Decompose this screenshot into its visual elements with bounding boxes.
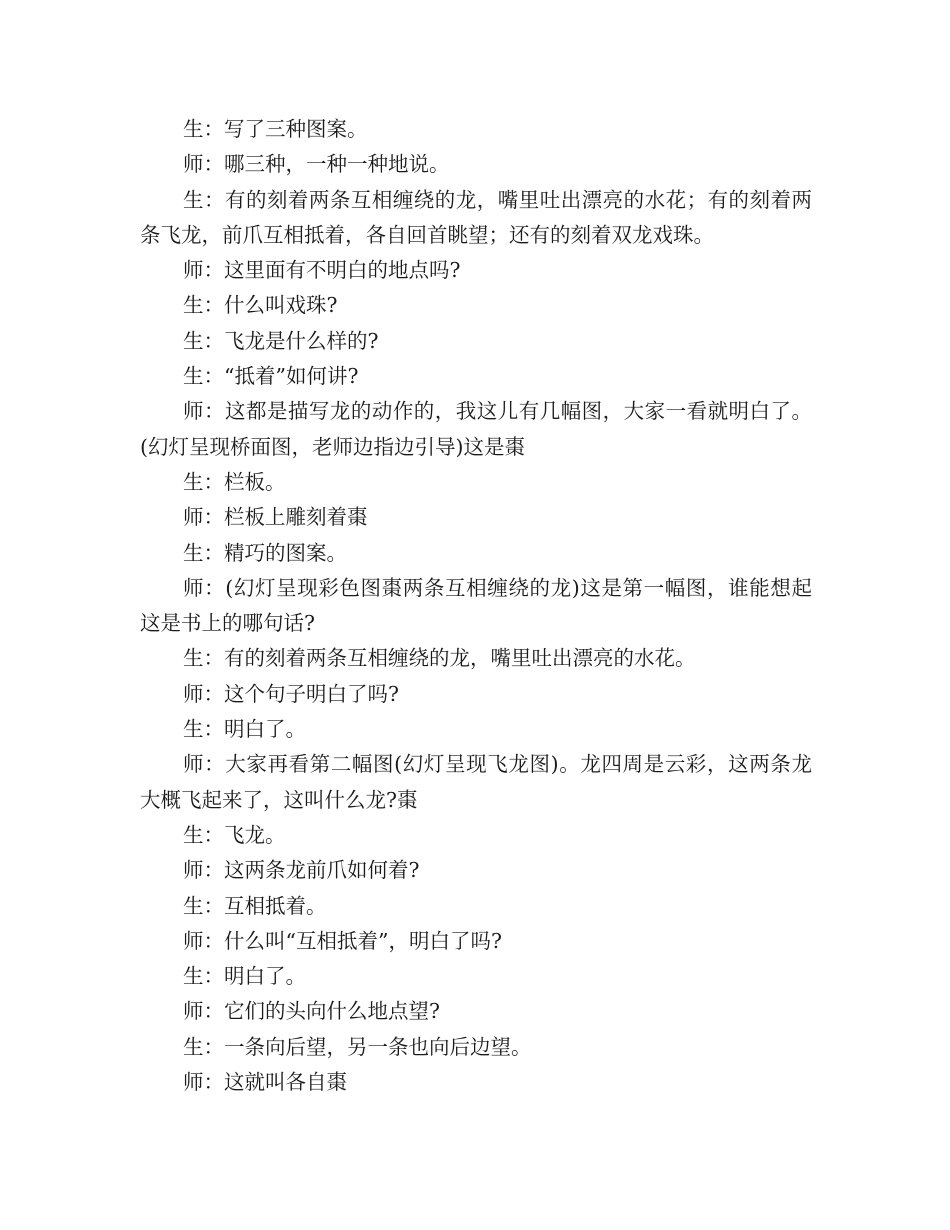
paragraph-1: 生：写了三种图案。 xyxy=(183,117,368,141)
dialogue-text xyxy=(140,112,812,1100)
paragraph-8: 师：这都是描写龙的动作的，我这儿有几幅图，大家一看就明白了。(幻灯呈现桥面图，老师边指边引导)这是棗 xyxy=(140,399,812,459)
paragraph-21: 生：明白了。 xyxy=(183,964,306,989)
paragraph-5: 生：什么叫戏珠? xyxy=(183,293,338,318)
paragraph-11: 生：精巧的图案。 xyxy=(183,540,347,565)
paragraph-19: 生：互相抵着。 xyxy=(183,893,327,918)
paragraph-23: 生：一条向后望，另一条也向后边望。 xyxy=(183,1034,532,1059)
paragraph-18: 师：这两条龙前爪如何着? xyxy=(183,858,420,883)
paragraph-6: 生：飞龙是什么样的? xyxy=(183,328,379,353)
paragraph-2: 师：哪三种，一种一种地说。 xyxy=(183,152,450,177)
paragraph-10: 师：栏板上雕刻着棗 xyxy=(183,505,368,530)
paragraph-16: 师：大家再看第二幅图(幻灯呈现飞龙图)。龙四周是云彩，这两条龙大概飞起来了，这叫什么龙?棗 xyxy=(140,752,812,812)
paragraph-14: 师：这个句子明白了吗? xyxy=(183,681,399,706)
paragraph-4: 师：这里面有不明白的地点吗? xyxy=(183,258,461,283)
paragraph-13: 生：有的刻着两条互相缠绕的龙，嘴里吐出漂亮的水花。 xyxy=(183,646,696,671)
paragraph-22: 师：它们的头向什么地点望? xyxy=(183,999,440,1024)
paragraph-3: 生：有的刻着两条互相缠绕的龙，嘴里吐出漂亮的水花；有的刻着两条飞龙，前爪互相抵着，各自回首眺望；还有的刻着双龙戏珠。 xyxy=(140,187,812,247)
paragraph-17: 生：飞龙。 xyxy=(183,822,286,847)
paragraph-15: 生：明白了。 xyxy=(183,717,306,742)
paragraph-12: 师：(幻灯呈现彩色图棗两条互相缠绕的龙)这是第一幅图，谁能想起这是书上的哪句话? xyxy=(140,575,812,636)
paragraph-24: 师：这就叫各自棗 xyxy=(183,1070,347,1095)
paragraph-9: 生：栏板。 xyxy=(183,469,286,494)
paragraph-7: 生：“抵着”如何讲? xyxy=(183,364,359,389)
paragraph-20: 师：什么叫“互相抵着”，明白了吗? xyxy=(183,928,502,953)
